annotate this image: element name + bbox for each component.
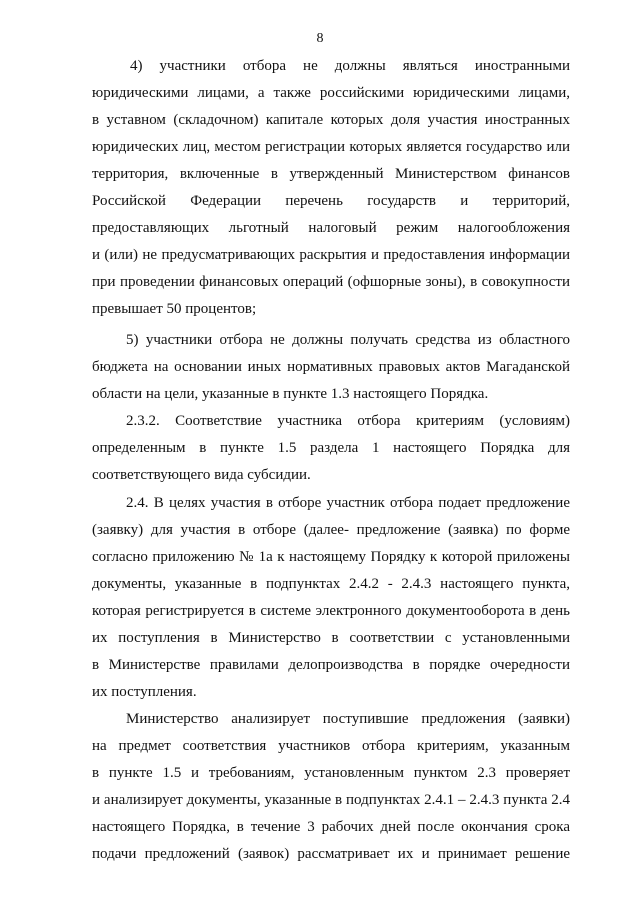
text-line: предоставляющих льготный налоговый режим налогообложения <box>92 220 570 236</box>
text-line: документы, указанные в подпунктах 2.4.2 - 2.4.3 настоящего пункта, <box>92 576 570 592</box>
text-line: 4) участники отбора не должны являться иностранными <box>130 58 570 74</box>
page-number: 8 <box>316 31 324 46</box>
text-line: территория, включенные в утвержденный Министерством финансов <box>92 166 570 182</box>
text-line: области на цели, указанные в пункте 1.3 настоящего Порядка. <box>92 386 489 402</box>
text-line: Российской Федерации перечень государств и территорий, <box>92 193 570 209</box>
text-line: в Министерстве правилами делопроизводства в порядке очередности <box>92 657 570 673</box>
text-line: согласно приложению № 1а к настоящему Порядку к которой приложены <box>92 549 570 565</box>
text-line: их поступления. <box>92 684 197 700</box>
text-line: их поступления в Министерство в соответствии с установленными <box>92 630 570 646</box>
text-line: юридическими лицами, а также российскими юридическими лицами, <box>92 85 570 101</box>
text-line: и (или) не предусматривающих раскрытия и предоставления информации <box>92 247 570 263</box>
text-line: превышает 50 процентов; <box>92 301 257 317</box>
text-line: юридических лиц, местом регистрации которых является государство или <box>92 139 570 155</box>
text-line: настоящего Порядка, в течение 3 рабочих дней после окончания срока <box>92 819 570 835</box>
text-line: определенным в пункте 1.5 раздела 1 настоящего Порядка для <box>92 440 570 456</box>
text-line: на предмет соответствия участников отбора критериям, указанным <box>92 738 570 754</box>
text-line: Министерство анализирует поступившие предложения (заявки) <box>126 711 570 727</box>
text-line: (заявку) для участия в отборе (далее- предложение (заявка) по форме <box>92 522 570 538</box>
text-line: 2.3.2. Соответствие участника отбора критериям (условиям) <box>126 413 570 429</box>
text-line: в уставном (складочном) капитале которых доля участия иностранных <box>92 112 570 128</box>
text-line: в пункте 1.5 и требованиям, установленным пунктом 2.3 проверяет <box>92 765 570 781</box>
text-line: при проведении финансовых операций (офшорные зоны), в совокупности <box>92 274 570 290</box>
text-line: которая регистрируется в системе электронного документооборота в день <box>92 603 570 619</box>
text-line: 5) участники отбора не должны получать средства из областного <box>126 332 570 348</box>
text-line: 2.4. В целях участия в отборе участник отбора подает предложение <box>126 495 570 511</box>
text-line: бюджета на основании иных нормативных правовых актов Магаданской <box>92 359 570 375</box>
text-line: подачи предложений (заявок) рассматривает их и принимает решение <box>92 846 570 862</box>
text-line: соответствующего вида субсидии. <box>92 467 311 483</box>
text-line: и анализирует документы, указанные в подпунктах 2.4.1 – 2.4.3 пункта 2.4 <box>92 792 570 808</box>
